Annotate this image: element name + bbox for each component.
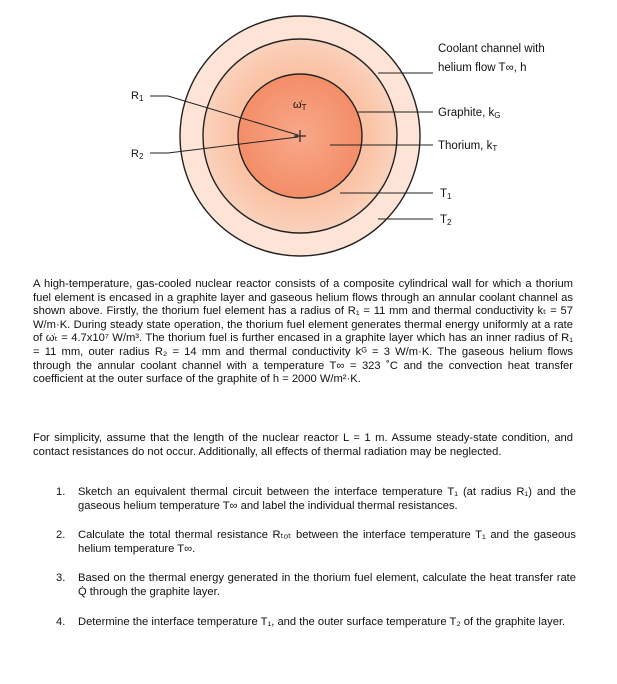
r1-label: R1 [131, 90, 144, 103]
task-text: Sketch an equivalent thermal circuit between the interface temperature T₁ (at radius R₁) and the gaseous helium temperature T∞ and label the individual thermal resistances. [78, 486, 576, 512]
task-number: 2. [56, 529, 66, 542]
t1-label: T1 [440, 188, 452, 201]
r2-label: R2 [131, 148, 144, 161]
task-number: 1. [56, 486, 66, 498]
list-item [56, 616, 576, 630]
list-item [56, 529, 576, 556]
task-list [56, 486, 576, 629]
task-text: Determine the interface temperature T₁, and the outer surface temperature T₂ of the graphite layer. [78, 615, 566, 628]
list-item [56, 486, 576, 513]
t2-label: T2 [440, 214, 452, 227]
reactor-cross-section-diagram [0, 0, 617, 265]
list-item [56, 572, 576, 599]
problem-description: A high-temperature, gas-cooled nuclear reactor consists of a composite cylindrical wall for which a thorium fuel element is encased in a graphite layer and gaseous helium flows through an annular coolant channel as shown above. Firstly, the thorium fuel element has a radius of R₁ = 11 mm and thermal conductivity kₜ = 57 W/m·K. During steady state operation, the thorium fuel element generates thermal energy uniformly at a rate of ω̇ₜ = 4.7x10⁷ W/m³. The thorium fuel is further encased in a graphite layer which has an inner radius of R₁ = 11 mm, outer radius R₂ = 14 mm and thermal conductivity kᴳ = 3 W/m·K. The gaseous helium flows through the annular coolant channel with a temperature T∞ = 323 ˚C and the convection heat transfer coefficient at the outer surface of the graphite of h = 2000 W/m²·K. [33, 278, 573, 386]
task-text: Calculate the total thermal resistance Rₜₒₜ between the interface temperature T₁ and the gaseous helium temperature T∞. [78, 529, 576, 555]
coolant-label: Coolant channel with helium flow T∞, h [438, 43, 545, 74]
graphite-label: Graphite, kG [438, 107, 501, 120]
task-number: 4. [56, 615, 66, 628]
thorium-label: Thorium, kT [438, 140, 498, 153]
task-text: Based on the thermal energy generated in the thorium fuel element, calculate the heat transfer rate Q̇ through the graphite layer. [78, 572, 576, 598]
task-number: 3. [56, 572, 66, 585]
assumptions-paragraph: For simplicity, assume that the length of the nuclear reactor L = 1 m. Assume steady-state condition, and contact resistances do not occur. Additionally, all effects of thermal radiation may be neglected. [33, 432, 573, 458]
heat-generation-label: ω̇T [293, 99, 307, 112]
